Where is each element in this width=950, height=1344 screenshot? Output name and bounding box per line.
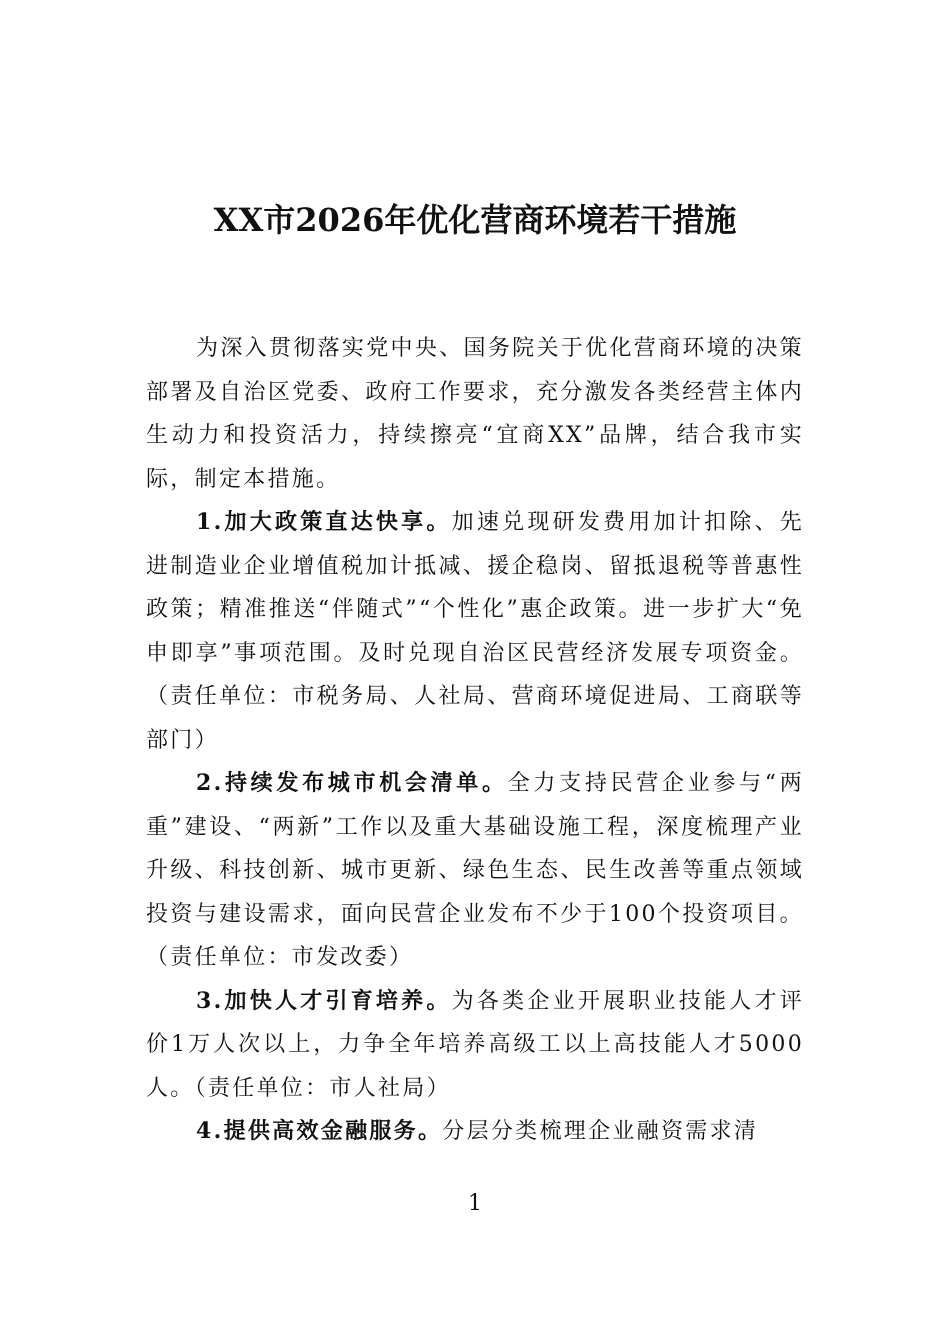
item-heading: 加快人才引育培养。 bbox=[223, 987, 452, 1014]
measure-item-1 bbox=[146, 501, 804, 762]
item-text: 为各类企业开展职业技能人才评价1万人次以上，力争全年培养高级工以上高技能人才5000人。（责任单位：市人社局） bbox=[146, 988, 805, 1101]
item-number: 4. bbox=[196, 1118, 224, 1144]
item-text: 加速兑现研发费用加计扣除、先进制造业企业增值税加计抵减、援企稳岗、留抵退税等普惠性政策；精准推送“伴随式”“个性化”惠企政策。进一步扩大“免申即享”事项范围。及时兑现自治区民营经济发展专项资金。（责任单位：市税务局、人社局、营商环境促进局、工商联等部门） bbox=[146, 510, 805, 753]
document-body bbox=[146, 327, 804, 1154]
measure-item-2 bbox=[146, 762, 804, 980]
item-text: 全力支持民营企业参与“两重”建设、“两新”工作以及重大基础设施工程，深度梳理产业升级、科技创新、城市更新、绿色生态、民生改善等重点领域投资与建设需求，面向民营企业发布不少于100个投资项目。（责任单位：市发改委） bbox=[146, 771, 804, 970]
item-number: 3. bbox=[196, 987, 224, 1014]
page-number: 1 bbox=[468, 1191, 482, 1216]
measure-item-4 bbox=[146, 1110, 804, 1154]
item-heading: 加大政策直达快享。 bbox=[223, 509, 452, 535]
measure-item-3 bbox=[146, 980, 804, 1111]
item-heading: 持续发布城市机会清单。 bbox=[223, 770, 508, 796]
document-title: XX市2026年优化营商环境若干措施 bbox=[213, 201, 737, 239]
item-number: 2. bbox=[196, 770, 224, 796]
item-text: 分层分类梳理企业融资需求清 bbox=[442, 1119, 759, 1144]
intro-paragraph: 为深入贯彻落实党中央、国务院关于优化营商环境的决策部署及自治区党委、政府工作要求，充分激发各类经营主体内生动力和投资活力，持续擦亮“宜商XX”品牌，结合我市实际，制定本措施。 bbox=[146, 336, 804, 492]
item-heading: 提供高效金融服务。 bbox=[223, 1118, 443, 1144]
item-number: 1. bbox=[196, 509, 224, 535]
